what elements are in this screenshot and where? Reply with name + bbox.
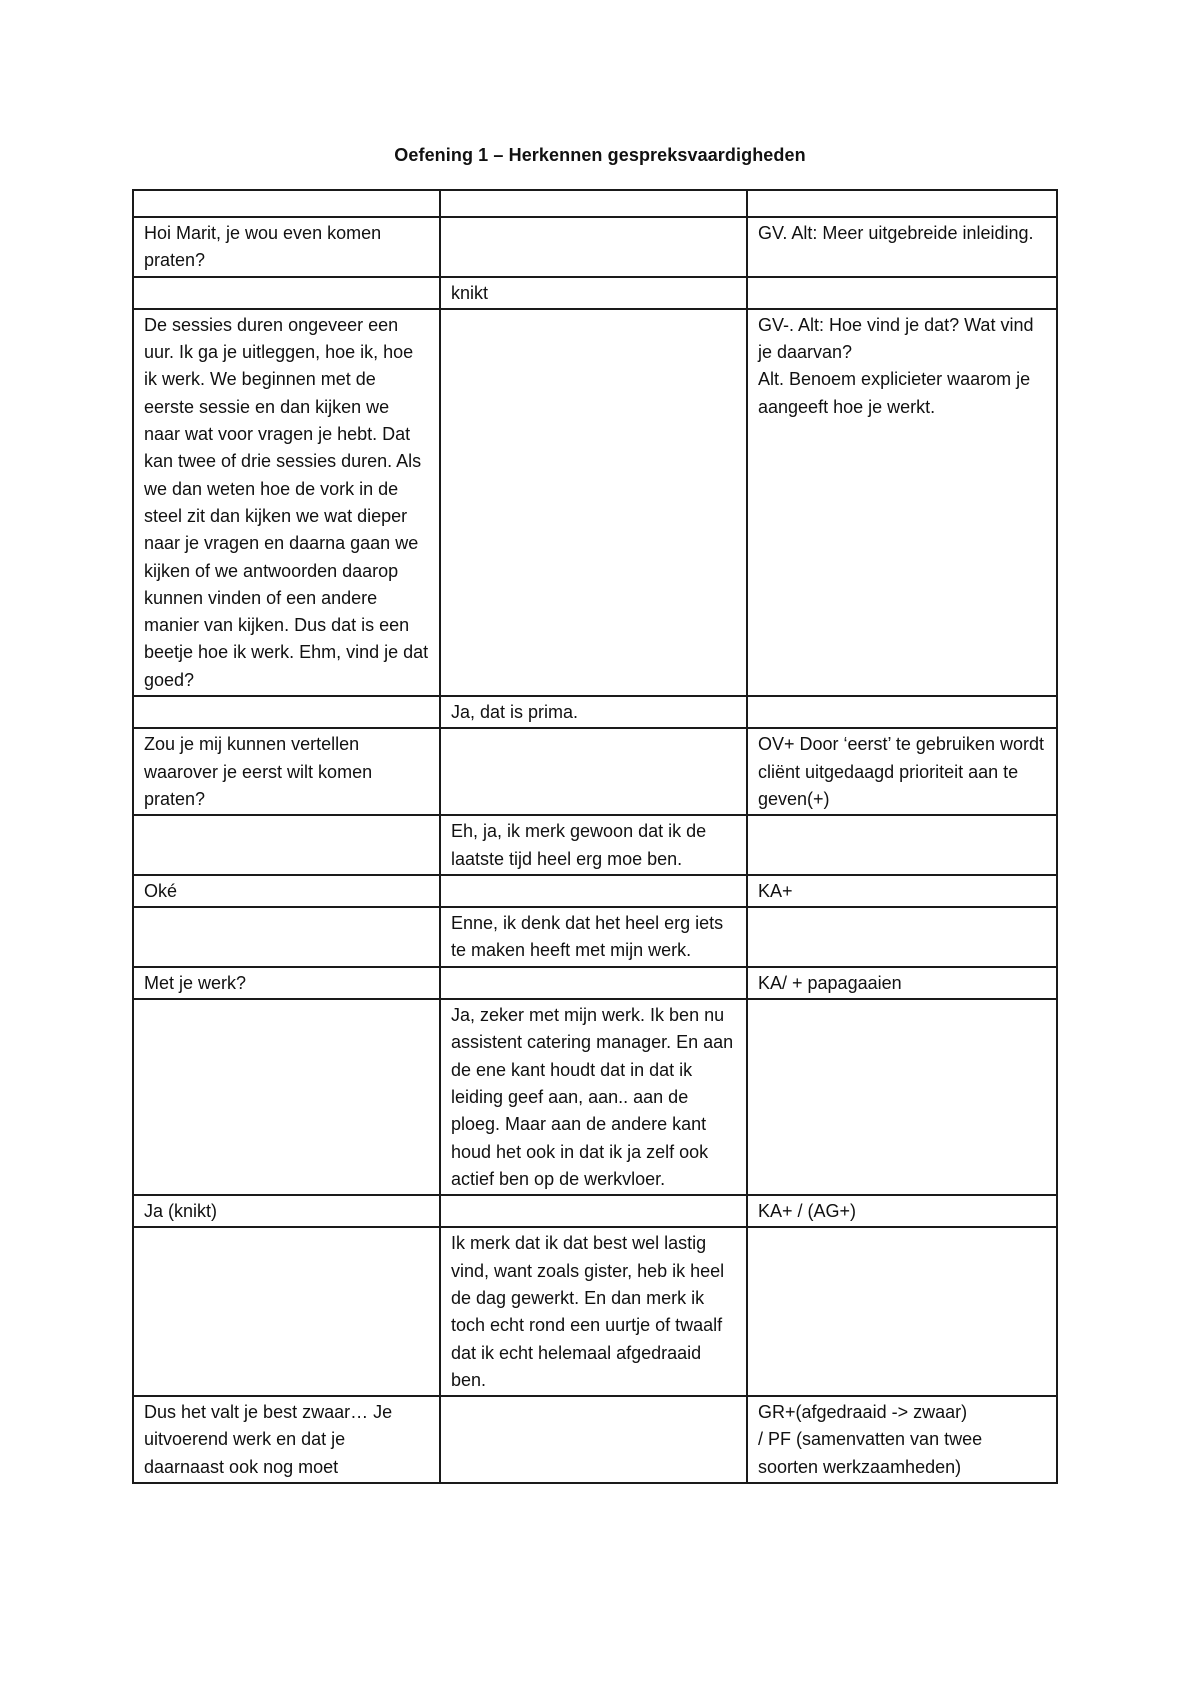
annotation-cell [747, 815, 1057, 875]
annotation-cell [747, 907, 1057, 967]
client-cell: Enne, ik denk dat het heel erg iets te maken heeft met mijn werk. [440, 907, 747, 967]
header-cell [440, 190, 747, 217]
therapist-cell [133, 815, 440, 875]
therapist-cell: Met je werk? [133, 967, 440, 999]
annotation-cell: KA+ [747, 875, 1057, 907]
therapist-cell [133, 999, 440, 1195]
client-cell [440, 1195, 747, 1227]
annotation-cell: OV+ Door ‘eerst’ te gebruiken wordt cliënt uitgedaagd prioriteit aan te geven(+) [747, 728, 1057, 815]
table-row [133, 277, 1057, 309]
transcript-table [132, 189, 1058, 1484]
table-row [133, 1396, 1057, 1483]
annotation-cell: GV. Alt: Meer uitgebreide inleiding. [747, 217, 1057, 277]
therapist-cell: Oké [133, 875, 440, 907]
annotation-cell [747, 1227, 1057, 1396]
header-cell [133, 190, 440, 217]
therapist-cell [133, 1227, 440, 1396]
table-row [133, 696, 1057, 728]
table-row [133, 728, 1057, 815]
client-cell: Ja, zeker met mijn werk. Ik ben nu assistent catering manager. En aan de ene kant houdt dat in dat ik leiding geef aan, aan.. aan de ploeg. Maar aan de andere kant houd het ook in dat ik ja zelf ook actief ben op de werkvloer. [440, 999, 747, 1195]
annotation-cell [747, 999, 1057, 1195]
table-row [133, 309, 1057, 696]
client-cell [440, 875, 747, 907]
therapist-cell [133, 907, 440, 967]
annotation-cell: KA+ / (AG+) [747, 1195, 1057, 1227]
therapist-cell: Zou je mij kunnen vertellen waarover je eerst wilt komen praten? [133, 728, 440, 815]
table-row [133, 967, 1057, 999]
therapist-cell [133, 696, 440, 728]
annotation-cell [747, 277, 1057, 309]
client-cell [440, 728, 747, 815]
transcript-table-body [133, 190, 1057, 1483]
client-cell [440, 217, 747, 277]
therapist-cell: De sessies duren ongeveer een uur. Ik ga je uitleggen, hoe ik, hoe ik werk. We beginnen met de eerste sessie en dan kijken we naar wat voor vragen je hebt. Dat kan twee of drie sessies duren. Als we dan weten hoe de vork in de steel zit dan kijken we wat dieper naar je vragen en daarna gaan we kijken of we antwoorden daarop kunnen vinden of een andere manier van kijken. Dus dat is een beetje hoe ik werk. Ehm, vind je dat goed? [133, 309, 440, 696]
table-row [133, 815, 1057, 875]
annotation-cell: GR+(afgedraaid -> zwaar) / PF (samenvatten van twee soorten werkzaamheden) [747, 1396, 1057, 1483]
therapist-cell: Ja (knikt) [133, 1195, 440, 1227]
client-cell: Ja, dat is prima. [440, 696, 747, 728]
table-row [133, 999, 1057, 1195]
annotation-cell [747, 696, 1057, 728]
header-cell [747, 190, 1057, 217]
annotation-cell: GV-. Alt: Hoe vind je dat? Wat vind je daarvan? Alt. Benoem explicieter waarom je aangeeft hoe je werkt. [747, 309, 1057, 696]
therapist-cell [133, 277, 440, 309]
page-title: Oefening 1 – Herkennen gespreksvaardigheden [394, 145, 806, 165]
table-row [133, 875, 1057, 907]
therapist-cell: Dus het valt je best zwaar… Je uitvoerend werk en dat je daarnaast ook nog moet [133, 1396, 440, 1483]
table-row [133, 1195, 1057, 1227]
table-header-row [133, 190, 1057, 217]
client-cell: knikt [440, 277, 747, 309]
client-cell [440, 309, 747, 696]
annotation-cell: KA/ + papagaaien [747, 967, 1057, 999]
table-row [133, 1227, 1057, 1396]
client-cell [440, 1396, 747, 1483]
table-row [133, 217, 1057, 277]
client-cell: Ik merk dat ik dat best wel lastig vind, want zoals gister, heb ik heel de dag gewerkt. En dan merk ik toch echt rond een uurtje of twaalf dat ik echt helemaal afgedraaid ben. [440, 1227, 747, 1396]
client-cell [440, 967, 747, 999]
therapist-cell: Hoi Marit, je wou even komen praten? [133, 217, 440, 277]
client-cell: Eh, ja, ik merk gewoon dat ik de laatste tijd heel erg moe ben. [440, 815, 747, 875]
table-row [133, 907, 1057, 967]
